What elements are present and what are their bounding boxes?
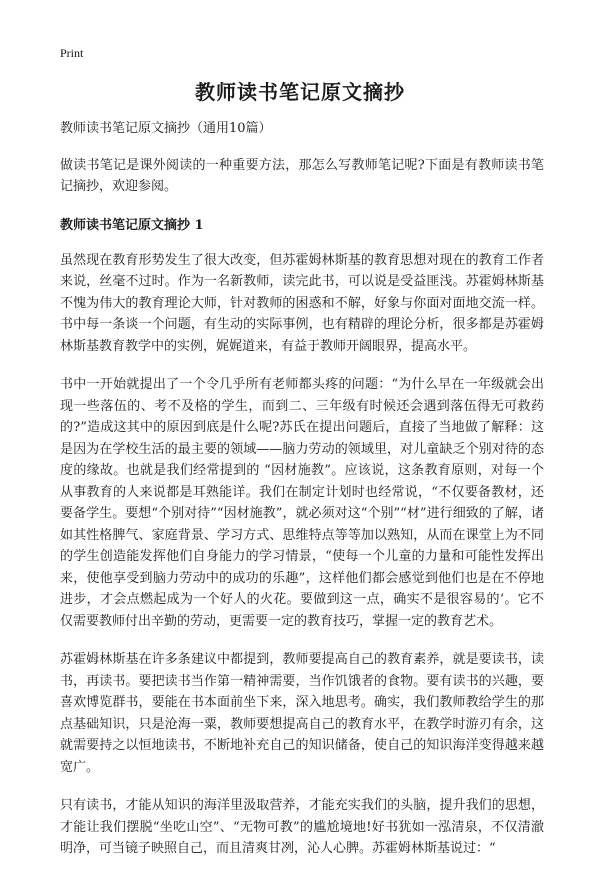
body-paragraph: 书中一开始就提出了一个令几乎所有老师都头疼的问题：“为什么早在一年级就会出现一些落伍的、考不及格的学生，而到二、三年级有时候还会遇到落伍得无可救药的?”造成这其中的原因到底是什么呢?苏氏在提出问题后，直接了当地做了解释：这是因为在学校生活的最主要的领域——脑力劳动的领域里，对儿童缺乏个别对待的态度的缘故。也就是我们经常提到的 “因材施教”。应该说，这条教育原则，对每一个从事教育的人来说都是耳熟能详。我们在制定计划时也经常说，“不仅要备教材，还要备学生。要想“个别对待”“因材施教”，就必须对这“个别”“材”进行细致的了解，诸如其性格脾气、家庭背景、学习方式、思维特点等等加以熟知，从而在课堂上为不同的学生创造能发挥他们自身能力的学习情景，“使每一个儿童的力量和可能性发挥出来，使他享受到脑力劳动中的成功的乐趣”，这样他们都会感觉到他们也是在不停地进步，才会点燃起成为一个好人的火花。要做到这一点，确实不是很容易的‘。它不仅需要教师付出辛勤的劳动，更需要一定的教育技巧，掌握一定的教育艺术。 [60, 377, 544, 629]
intro-paragraph: 做读书笔记是课外阅读的一种重要方法，那怎么写教师笔记呢?下面是有教师读书笔记摘抄，欢迎参阅。 [60, 157, 544, 194]
body-paragraph: 苏霍姆林斯基在许多条建议中都提到，教师要提高自己的教育素养，就是要读书，读书，再读书。要把读书当作第一精神需要，当作饥饿者的食物。要有读书的兴趣，要喜欢博览群书，要能在书本面前坐下来，深入地思考。确实，我们教师教给学生的那点基础知识，只是沧海一粟，教师要想提高自己的教育水平，在教学时游刃有余，这就需要持之以恒地读书，不断地补充自己的知识储备，使自己的知识海洋变得越来越宽广。 [60, 652, 544, 775]
print-link[interactable]: Print [60, 46, 84, 60]
article-body [60, 118, 544, 877]
body-paragraph: 虽然现在教育形势发生了很大改变，但苏霍姆林斯基的教育思想对现在的教育工作者来说，丝毫不过时。作为一名新教师，读完此书，可以说是受益匪浅。苏霍姆林斯基不愧为伟大的教育理论大师，针对教师的困惑和不解，好象与你面对面地交流一样。书中每一条谈一个问题，有生动的实际事例，也有精辟的理论分析，很多都是苏霍姆林斯基教育教学中的实例，娓娓道来，有益于教师开阔眼界，提高水平。 [60, 252, 544, 354]
section-heading: 教师读书笔记原文摘抄 1 [60, 217, 204, 233]
page-title: 教师读书笔记原文摘抄 [195, 80, 405, 104]
body-paragraph: 只有读书，才能从知识的海洋里汲取营养，才能充实我们的头脑，提升我们的思想，才能让我们摆脱“坐吃山空”、“无物可教”的尴尬境地!好书犹如一泓清泉，不仅清澈明净，可当镜子映照自己，而且清爽甘冽，沁人心脾。苏霍姆林斯基说过：“ [60, 798, 544, 856]
article-subtitle: 教师读书笔记原文摘抄（通用10篇） [60, 121, 272, 136]
